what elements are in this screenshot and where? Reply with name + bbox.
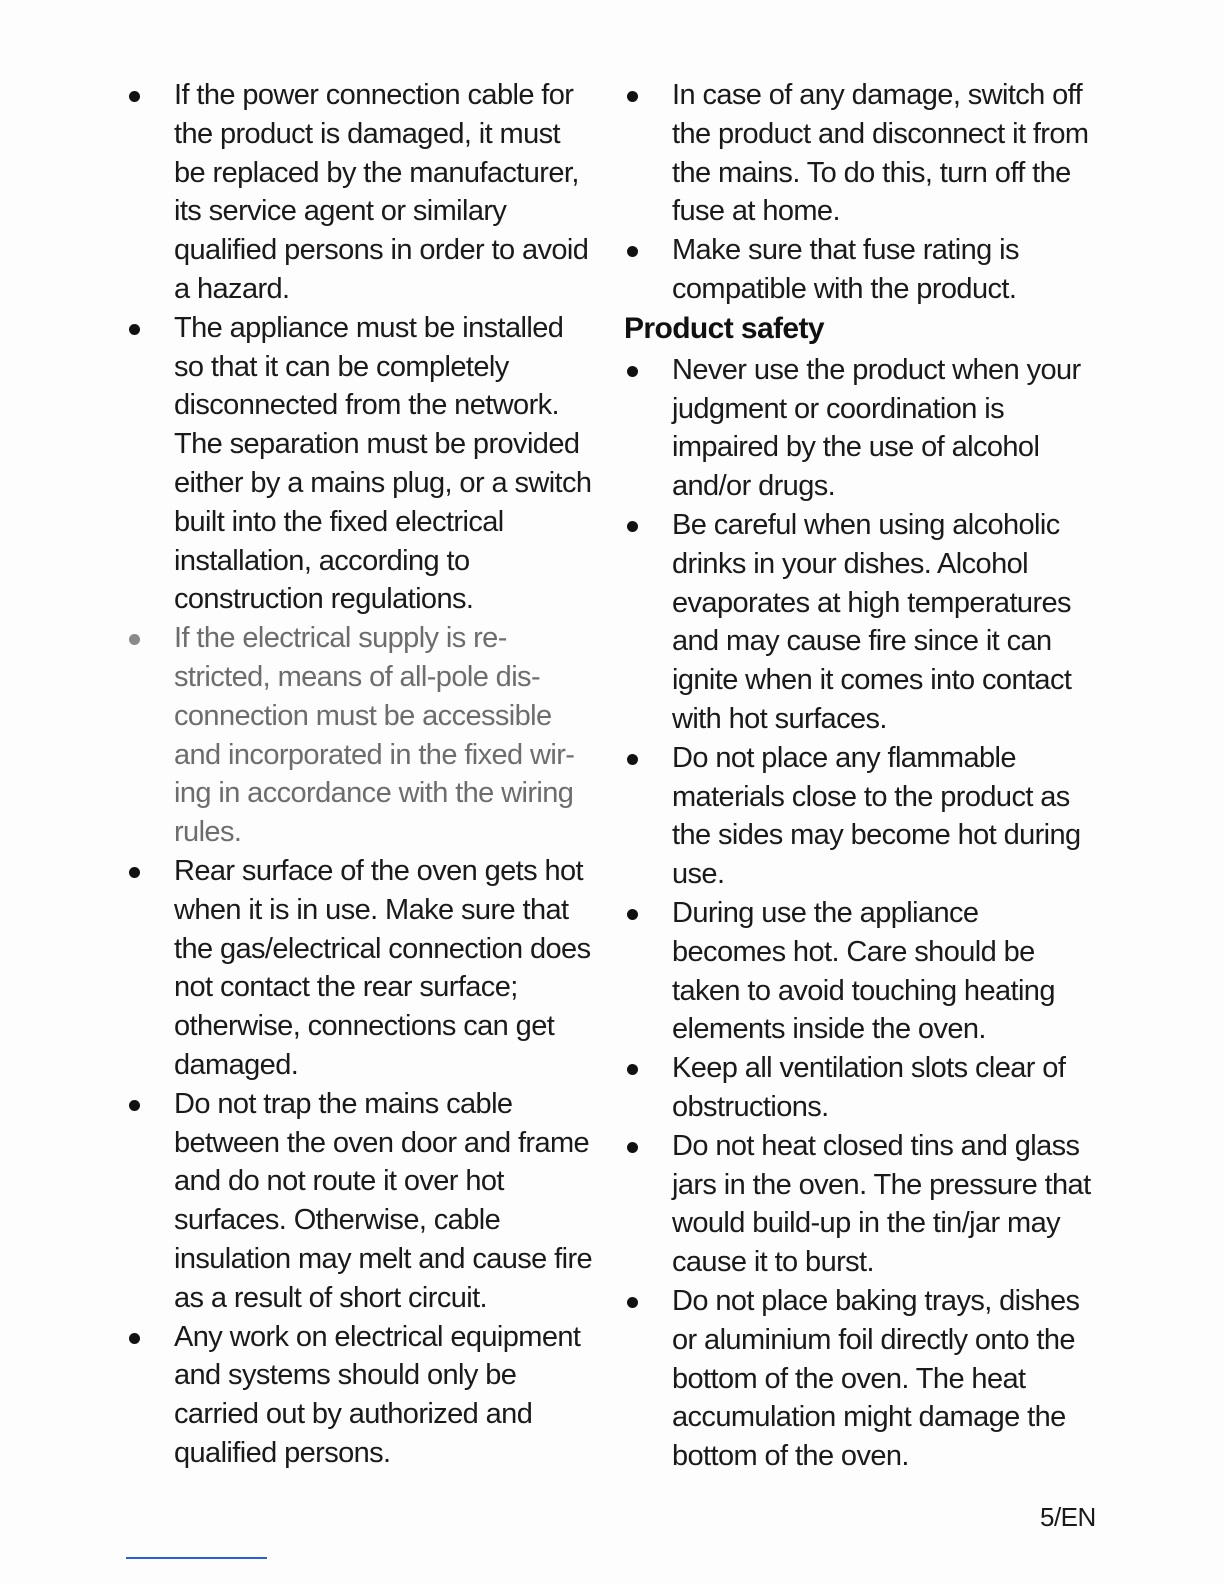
bullet-icon <box>627 1297 638 1308</box>
bullet-icon <box>129 867 140 878</box>
list-item-text: Do not trap the mains cable between the oven door and frame and do not route it over hot surfaces. Otherwise, cable insulation may melt and cause fire as a result of short circuit. <box>174 1087 593 1314</box>
list-item-text: Keep all ventilation slots clear of obstructions. <box>672 1052 1066 1123</box>
list-item <box>624 1127 1094 1282</box>
list-item-text: Be careful when using alcoholic drinks in your dishes. Alcohol evaporates at high temperatures and may cause fire since it can ignite when it comes into contact with hot surfaces. <box>672 508 1072 735</box>
list-item-text: Do not place baking trays, dishes or aluminium foil directly onto the bottom of the oven. The heat accumulation might damage the bottom of the oven. <box>672 1284 1080 1473</box>
list-item <box>126 309 596 619</box>
list-item <box>624 1282 1094 1476</box>
bullet-icon <box>627 1064 638 1075</box>
left-column <box>126 76 596 1473</box>
bullet-icon <box>627 366 638 377</box>
bullet-icon <box>129 1100 140 1111</box>
list-item <box>624 739 1094 894</box>
fuse-list <box>624 76 1094 309</box>
bullet-icon <box>627 754 638 765</box>
list-item-text: The appliance must be installed so that it can be completely disconnected from the network. The separation must be provided either by a mains plug, or a switch built into the fixed electrical installation, according to construction regulations. <box>174 311 592 616</box>
list-item <box>624 351 1094 506</box>
list-item-text: Do not heat closed tins and glass jars in the oven. The pressure that would build-up in the tin/jar may cause it to burst. <box>672 1129 1091 1279</box>
section-title: Product safety <box>624 311 824 345</box>
list-item-text: During use the appliance becomes hot. Care should be taken to avoid touching heating elements inside the oven. <box>672 896 1055 1046</box>
list-item <box>624 894 1094 1049</box>
list-item <box>126 1318 596 1473</box>
list-item-text: Any work on electrical equipment and systems should only be carried out by authorized and qualified persons. <box>174 1320 581 1469</box>
footer-divider <box>126 1557 267 1559</box>
list-item-text: In case of any damage, switch off the product and disconnect it from the mains. To do this, turn off the fuse at home. <box>672 79 1089 228</box>
list-item <box>624 76 1094 231</box>
bullet-icon <box>627 1142 638 1153</box>
list-item-text: Never use the product when your judgment or coordination is impaired by the use of alcohol and/or drugs. <box>672 353 1081 503</box>
right-column <box>624 76 1094 1476</box>
list-item-text: If the power connection cable for the product is damaged, it must be replaced by the manufacturer, its service agent or similary qualified persons in order to avoid a hazard. <box>174 79 589 305</box>
bullet-icon <box>129 324 140 335</box>
bullet-icon <box>627 91 638 102</box>
bullet-icon <box>627 246 638 257</box>
list-item <box>126 619 596 852</box>
bullet-icon <box>129 634 140 645</box>
list-item <box>126 76 596 309</box>
bullet-icon <box>129 91 140 102</box>
list-item <box>126 852 596 1085</box>
list-item <box>624 1049 1094 1127</box>
list-item <box>126 1085 596 1318</box>
list-item-text: Rear surface of the oven gets hot when it is in use. Make sure that the gas/electrical connection does not contact the rear surface; otherwise, connections can get damaged. <box>174 854 591 1081</box>
list-item-text: Make sure that fuse rating is compatible with the product. <box>672 234 1019 305</box>
bullet-icon <box>627 521 638 532</box>
page-number: 5/EN <box>1040 1502 1096 1532</box>
bullet-icon <box>129 1333 140 1344</box>
list-item <box>624 231 1094 309</box>
product-safety-list <box>624 351 1094 1476</box>
list-item-text: If the electrical supply is re-stricted, means of all-pole dis-connection must be accessible and incorporated in the fixed wir-ing in accordance with the wiring rules. <box>174 622 575 849</box>
list-item-text: Do not place any flammable materials close to the product as the sides may become hot during use. <box>672 741 1081 891</box>
electrical-safety-list <box>126 76 596 1473</box>
list-item <box>624 506 1094 739</box>
bullet-icon <box>627 909 638 920</box>
